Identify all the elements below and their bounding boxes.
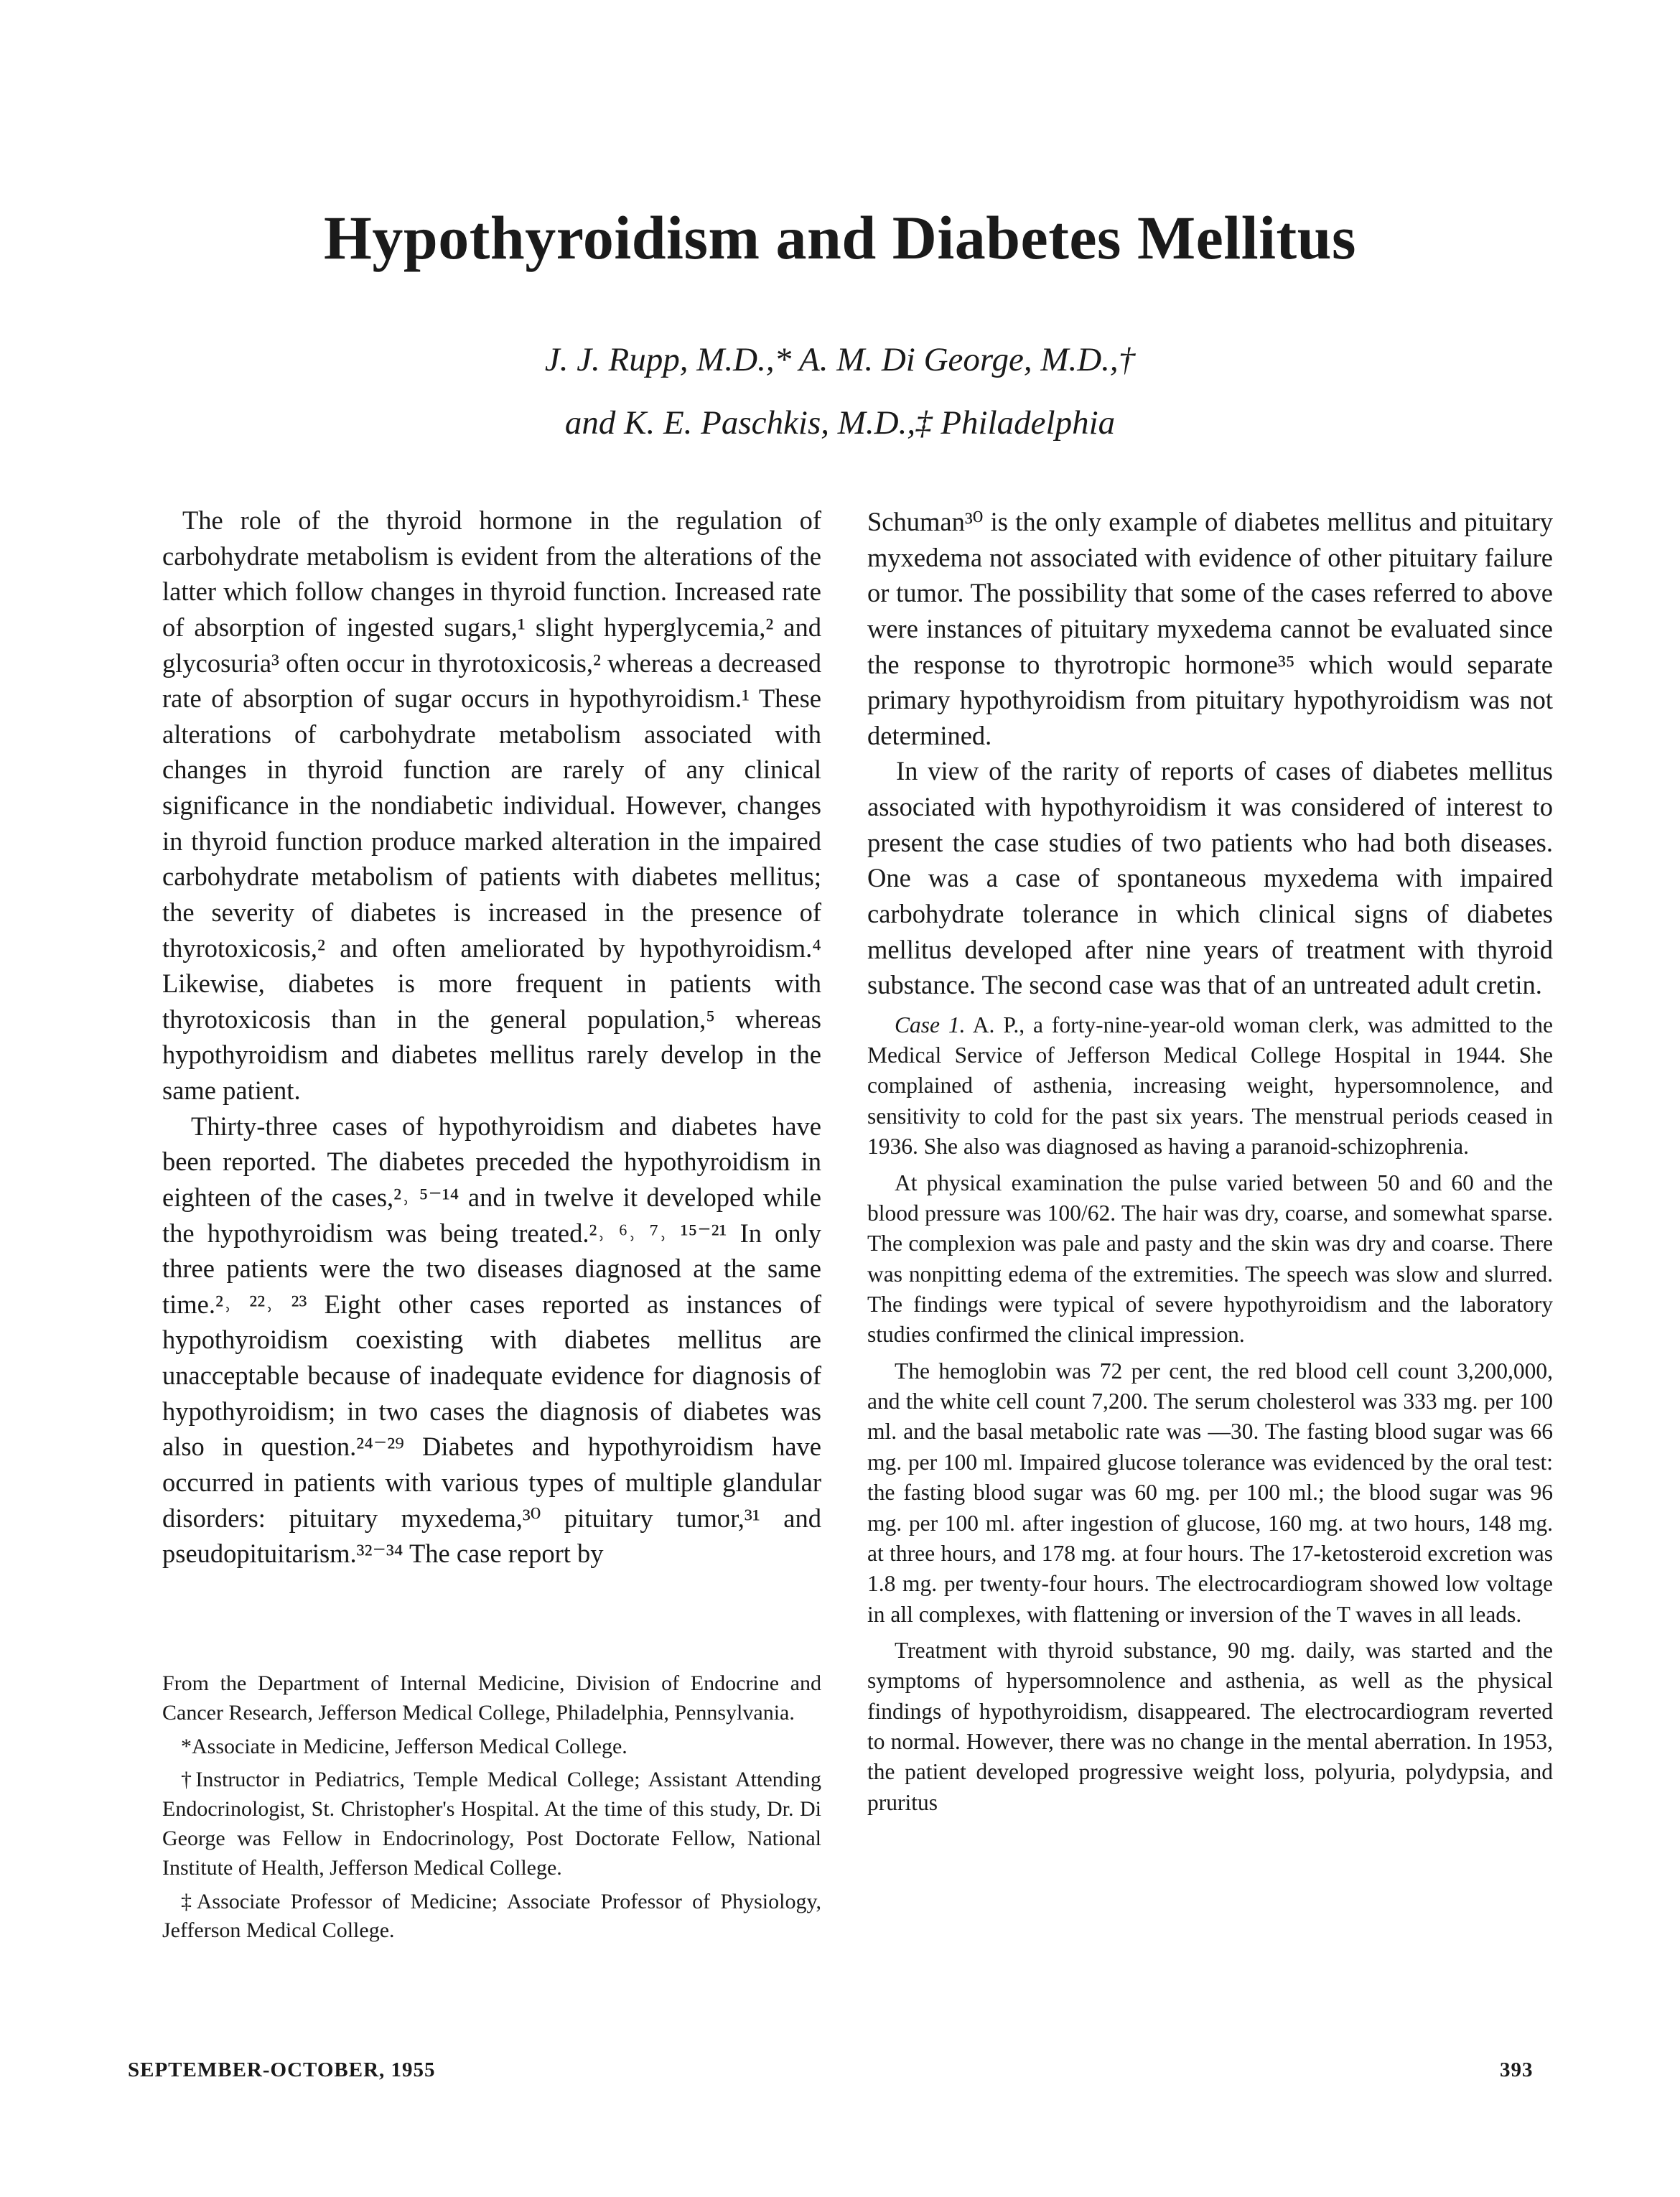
right-column <box>867 504 1553 1824</box>
article-title: Hypothyroidism and Diabetes Mellitus <box>324 203 1356 272</box>
physical-exam-paragraph: At physical examination the pulse varied between 50 and 60 and the blood pressure was 100/62. The hair was dry, coarse, and somewhat sparse. The complexion was pale and pasty and the skin was dry and coarse. There was nonpitting edema of the extremities. The speech was slow and slurred. The findings were typical of severe hypothyroidism and the laboratory studies confirmed the clinical impression. <box>867 1170 1553 1348</box>
treatment-paragraph: Treatment with thyroid substance, 90 mg. daily, was started and the symptoms of hypersomnolence and asthenia, as well as the physical findings of hypothyroidism, disappeared. The electrocardiogram reverted to normal. However, there was no change in the mental aberration. In 1953, the patient developed progressive weight loss, polyuria, polydypsia, and pruritus <box>867 1637 1553 1815</box>
intro-paragraph: The role of the thyroid hormone in the regulation of carbohydrate metabolism is evident from the alterations of the latter which follow changes in thyroid function. Increased rate of absorption of ingested sugars,¹ slight hyperglycemia,² and glycosuria³ often occur in thyrotoxicosis,² whereas a decreased rate of absorption of sugar occurs in hypothyroidism.¹ These alterations of carbohydrate metabolism associated with changes in thyroid function are rarely of any clinical significance in the nondiabetic individual. However, changes in thyroid function produce marked alteration in the impaired carbohydrate metabolism of patients with diabetes mellitus; the severity of diabetes is increased in the presence of thyrotoxicosis,² and often ameliorated by hypothyroidism.⁴ Likewise, diabetes is more frequent in patients with thyrotoxicosis than in the general population,⁵ whereas hypothyroidism and diabetes mellitus rarely develop in the same patient. <box>162 505 821 1105</box>
cases-review-paragraph: Thirty-three cases of hypothyroidism and diabetes have been reported. The diabetes preceded the hypothyroidism in eighteen of the cases,²˒ ⁵⁻¹⁴ and in twelve it developed while the hypothyroidism was being treated.²˒ ⁶˒ ⁷˒ ¹⁵⁻²¹ In only three patients were the two diseases diagnosed at the same time.²˒ ²²˒ ²³ Eight other cases reported as instances of hypothyroidism coexisting with diabetes mellitus are unacceptable because of inadequate evidence for diagnosis of hypothyroidism; in two cases the diagnosis of diabetes was also in question.²⁴⁻²⁹ Diabetes and hypothyroidism have occurred in patients with various types of multiple glandular disorders: pituitary myxedema,³⁰ pituitary tumor,³¹ and pseudopituitarism.³²⁻³⁴ The case report by <box>162 1111 821 1569</box>
lab-findings-paragraph: The hemoglobin was 72 per cent, the red blood cell count 3,200,000, and the white cell count 7,200. The serum cholesterol was 333 mg. per 100 ml. and the basal metabolic rate was —30. The fasting blood sugar was 66 mg. per 100 ml. Impaired glucose tolerance was evidenced by the oral test: the fasting blood sugar was 60 mg. per 100 ml.; the blood sugar was 96 mg. per 100 ml. after ingestion of glucose, 160 mg. at two hours, 148 mg. at three hours, and 178 mg. at four hours. The 17-ketosteroid excretion was 1.8 mg. per twenty-four hours. The electrocardiogram showed low voltage in all complexes, with flattening or inversion of the T waves in all leads. <box>867 1358 1553 1627</box>
footnote-digeorge: †Instructor in Pediatrics, Temple Medical College; Assistant Attending Endocrinologist, St. Christopher's Hospital. At the time of this study, Dr. Di George was Fellow in Endocrinology, Post Doctorate Fellow, National Institute of Health, Jefferson Medical College. <box>162 1768 821 1880</box>
issue-label: SEPTEMBER-OCTOBER, 1955 <box>128 2058 436 2081</box>
footnote-affiliation: From the Department of Internal Medicine, Division of Endocrine and Cancer Research, Jefferson Medical College, Philadelphia, Pennsylvania. <box>162 1671 821 1725</box>
left-column <box>162 503 821 1572</box>
footnote-rupp: *Associate in Medicine, Jefferson Medical College. <box>181 1734 627 1758</box>
schuman-paragraph: Schuman³⁰ is the only example of diabetes mellitus and pituitary myxedema not associated with evidence of other pituitary failure or tumor. The possibility that some of the cases referred to above were instances of pituitary myxedema cannot be evaluated since the response to thyrotropic hormone³⁵ which would separate primary hypothyroidism from pituitary hypothyroidism was not determined. <box>867 507 1553 750</box>
case-report <box>867 1010 1553 1818</box>
case-label: Case 1. <box>895 1012 966 1037</box>
page-number: 393 <box>1500 2058 1534 2081</box>
footnote-paschkis: ‡Associate Professor of Medicine; Associate Professor of Physiology, Jefferson Medical College. <box>162 1889 821 1943</box>
case-1-text: A. P., a forty-nine-year-old woman clerk, was admitted to the Medical Service of Jefferson Medical College Hospital in 1944. She complained of asthenia, increasing weight, hypersomnolence, and sensitivity to cold for the past six years. The menstrual periods ceased in 1936. She also was diagnosed as having a paranoid-schizophrenia. <box>867 1012 1554 1160</box>
author-line-2: and K. E. Paschkis, M.D.,‡ Philadelphia <box>564 404 1116 442</box>
case-1-intro <box>867 1010 1553 1162</box>
author-line-1: J. J. Rupp, M.D.,* A. M. Di George, M.D.,† <box>544 341 1136 378</box>
rarity-paragraph: In view of the rarity of reports of cases of diabetes mellitus associated with hypothyroidism it was considered of interest to present the case studies of two patients who had both diseases. One was a case of spontaneous myxedema with impaired carbohydrate tolerance in which clinical signs of diabetes mellitus developed after nine years of treatment with thyroid substance. The second case was that of an untreated adult cretin. <box>867 756 1553 1000</box>
footnotes <box>162 1669 821 1950</box>
